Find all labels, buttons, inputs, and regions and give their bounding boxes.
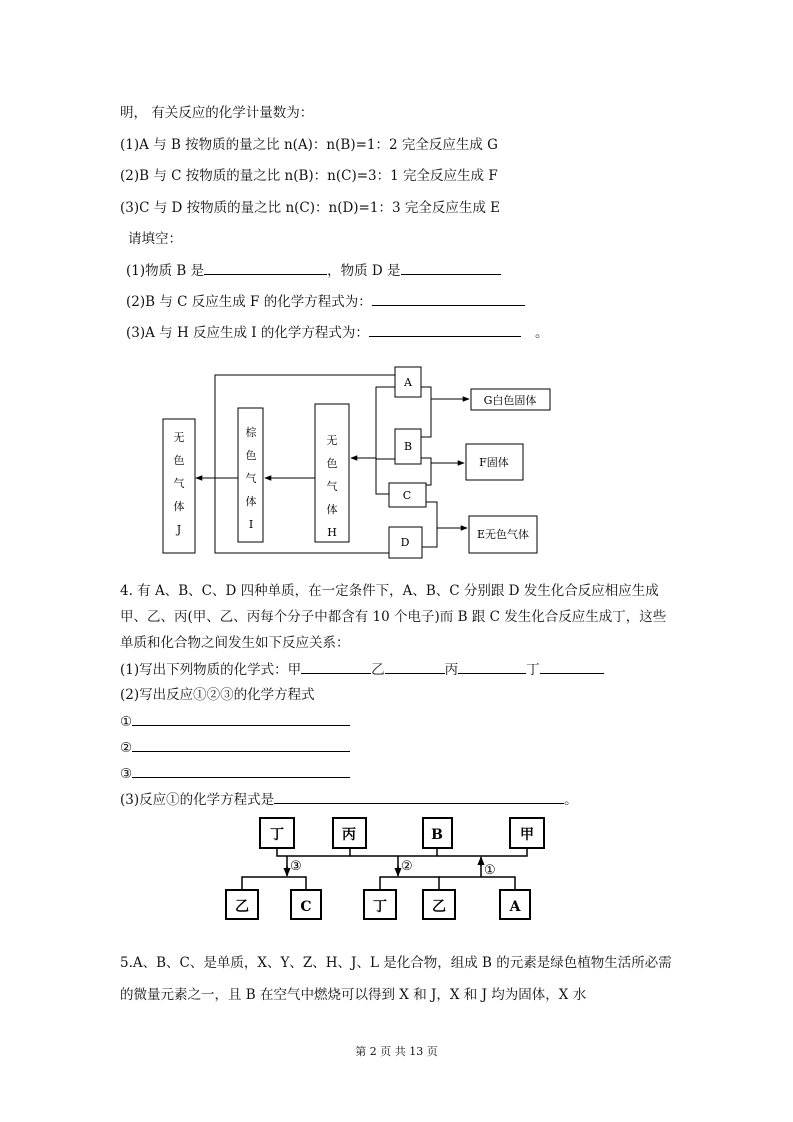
q4-stem-1: 4. 有 A、B、C、D 四种单质，在一定条件下，A、B、C 分别跟 D 发生化合反应相应生成 [120,583,659,599]
q3-ratio-1: (1)A 与 B 按物质的量之比 n(A)：n(B)=1：2 完全反应生成 G [120,137,498,153]
q4-r2-label: ② [401,859,413,874]
q3-sub3-text: (3)A 与 H 反应生成 I 的化学方程式为： [126,325,369,341]
q4-eq3-mark: ③ [120,766,133,782]
r1-top-join [437,848,527,856]
q4-sub3-text: (3)反应①的化学方程式是 [120,792,275,808]
box-j-label-4: J [176,523,182,536]
q4-label-bing: 丙 [444,662,459,678]
q4-bottom-label-4: A [509,899,521,915]
q4-bottom-label-1: C [300,899,312,915]
q4-sub-2: (2)写出反应①②③的化学方程式 [120,687,315,703]
q3-sub1-text-b: ，物质 D 是 [327,263,401,279]
box-h-label-0: 无 [326,434,338,447]
q4-eq1-mark: ① [120,714,133,730]
q4-eq2-mark: ② [120,740,133,756]
box-h-label-2: 气 [326,480,338,493]
box-g-label: G白色固体 [483,394,537,407]
box-i-label-1: 色 [245,449,257,462]
q4-bottom-label-3: 乙 [432,899,446,915]
q3-intro: 明， 有关反应的化学计量数为： [120,105,314,121]
box-i-label-3: 体 [245,495,257,508]
q4-stem-2: 甲、乙、丙(甲、乙、丙每个分子中都含有 10 个电子)而 B 跟 C 发生化合反应生成丁，这些 [120,609,667,625]
r1-bottom-split [439,877,515,890]
q4-bottom-label-0: 乙 [235,899,249,915]
q4-r1-label: ① [484,863,496,878]
q3-sub1-text-a: (1)物质 B 是 [126,263,205,279]
box-h-label-4: H [327,526,337,539]
box-h-label-1: 色 [326,457,338,470]
box-e-label: E无色气体 [476,528,530,541]
q3-sub2-text: (2)B 与 C 反应生成 F 的化学方程式为： [126,294,372,310]
box-a-label: A [404,376,412,389]
r2-top-join [350,848,437,856]
q5-line-2: 的微量元素之一，且 B 在空气中燃烧可以得到 X 和 J，X 和 J 均为固体，X 水 [120,987,587,1003]
q4-stem-3: 单质和化合物之间发生如下反应关系： [120,635,350,651]
box-j-label-3: 体 [173,500,185,513]
box-f-label: F固体 [479,456,509,469]
r2-bottom-split [380,877,439,890]
page-footer: 第 2 页 共 13 页 [355,1045,438,1058]
q4-label-ding: 丁 [526,662,540,678]
box-i-label-2: 气 [245,472,257,485]
q4-top-label-0: 丁 [270,827,284,843]
box-h-label-3: 体 [326,503,338,516]
q3-ratio-3: (3)C 与 D 按物质的量之比 n(C)：n(D)=1：3 完全反应生成 E [120,200,500,216]
q4-r3-label: ③ [290,859,302,874]
box-i-label-0: 棕 [245,426,257,439]
q3-ratio-2: (2)B 与 C 按物质的量之比 n(B)：n(C)=3：1 完全反应生成 F [120,168,498,184]
q4-top-label-2: B [431,827,443,843]
box-b-label: B [403,440,413,453]
q4-label-yi: 乙 [371,662,385,678]
box-j-label-0: 无 [173,431,185,444]
q4-sub1-lead: (1)写出下列物质的化学式： [120,662,288,678]
box-j-label-2: 气 [173,477,185,490]
box-d-label: D [400,536,410,549]
box-j-label-1: 色 [173,454,185,467]
q3-sub3-end: 。 [534,325,549,341]
box-c-label: C [402,489,412,502]
q4-label-jia: 甲 [287,662,302,678]
q4-top-label-1: 丙 [342,827,356,843]
q5-line-1: 5.A、B、C、是单质，X、Y、Z、H、J、L 是化合物，组成 B 的元素是绿色植物生活所必需 [120,955,672,971]
q4-top-label-3: 甲 [520,827,534,843]
box-i-label-4: I [248,518,254,531]
q4-bottom-label-2: 丁 [373,899,387,915]
q3-fill-prompt: 请填空： [128,231,182,247]
q4-sub3-end: 。 [564,792,578,808]
r3-bottom-split [242,877,306,890]
r3-top-join [277,848,350,856]
